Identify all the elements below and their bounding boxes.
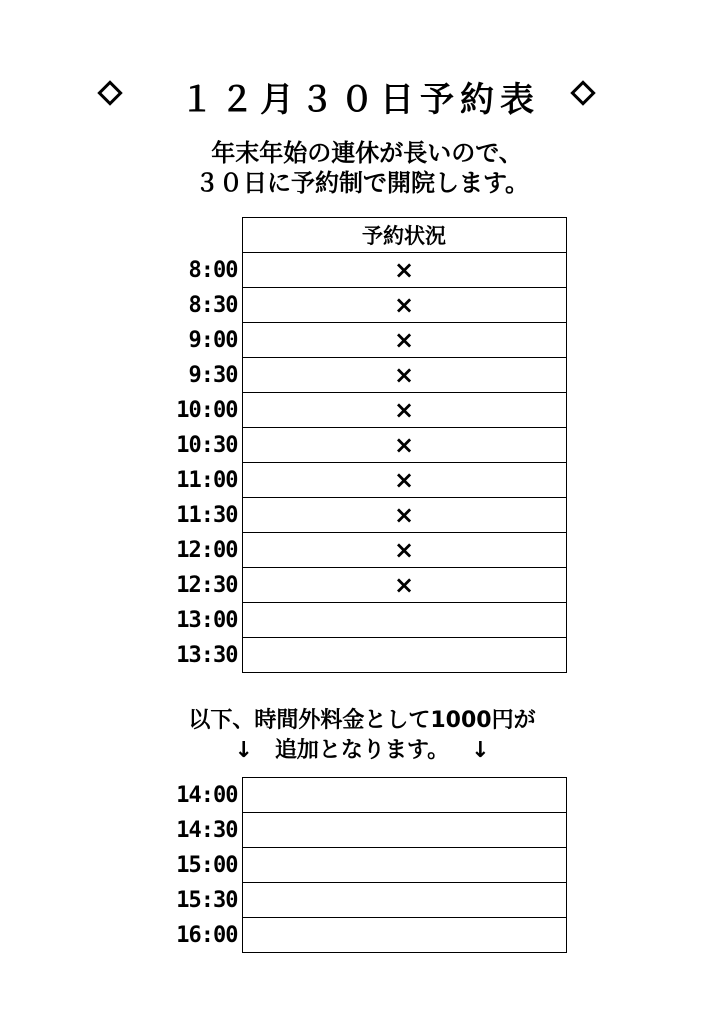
time-label: 13:00 [176,607,238,633]
time-label: 12:30 [176,572,238,598]
title-row [0,68,724,120]
table-row [168,848,566,883]
status-cell: × [242,568,566,603]
time-label: 10:30 [176,432,238,458]
table-row [168,463,566,498]
notice-overtime-line-2 [0,736,724,766]
table-row [168,778,566,813]
status-cell: × [242,253,566,288]
status-cell: × [242,393,566,428]
time-label: 10:00 [176,397,238,423]
reservation-status-header: 予約状況 [242,218,566,253]
time-label: 15:00 [176,852,238,878]
time-label: 8:30 [188,292,238,318]
table-row [168,813,566,848]
status-cell: × [242,288,566,323]
status-cell: × [242,463,566,498]
status-cell: × [242,498,566,533]
status-cell [242,848,566,883]
table-row [168,323,566,358]
table-row [168,533,566,568]
time-label: 13:30 [176,642,238,668]
time-label: 8:00 [188,257,238,283]
time-label: 16:00 [176,922,238,948]
table-row [168,288,566,323]
notice-overtime [0,706,724,766]
time-label: 11:00 [176,467,238,493]
time-label: 9:30 [188,362,238,388]
down-arrow-icon: ↓ [234,738,253,763]
notice-top [0,138,724,198]
page-title: １２月３０日予約表 [180,80,540,120]
table-row [168,393,566,428]
time-label: 11:30 [176,502,238,528]
status-cell [242,813,566,848]
table-row [168,253,566,288]
status-cell [242,638,566,673]
time-label: 15:30 [176,887,238,913]
table-row [168,568,566,603]
table-row [168,638,566,673]
status-cell [242,918,566,953]
table-header-row [168,218,566,253]
table-row [168,603,566,638]
notice-overtime-line-1: 以下、時間外料金として1000円が [188,708,536,733]
status-cell: × [242,358,566,393]
status-cell [242,778,566,813]
status-cell: × [242,428,566,463]
time-label: 14:00 [176,782,238,808]
notice-overtime-text: 追加となります。 [274,738,450,763]
status-cell [242,603,566,638]
time-label: 14:30 [176,817,238,843]
table-row [168,918,566,953]
diamond-outline-icon [97,80,122,105]
reservation-table [168,217,567,673]
status-cell: × [242,533,566,568]
table-row [168,498,566,533]
notice-top-line-2: ３０日に予約制で開院します。 [194,169,530,197]
notice-top-line-1: 年末年始の連休が長いので、 [211,139,523,167]
time-label: 12:00 [176,537,238,563]
status-cell [242,883,566,918]
time-header-blank [168,218,242,253]
table-row [168,358,566,393]
table-row [168,428,566,463]
overtime-table [168,777,567,953]
table-row [168,883,566,918]
status-cell: × [242,323,566,358]
time-label: 9:00 [188,327,238,353]
diamond-outline-icon [570,80,595,105]
down-arrow-icon: ↓ [471,738,490,763]
